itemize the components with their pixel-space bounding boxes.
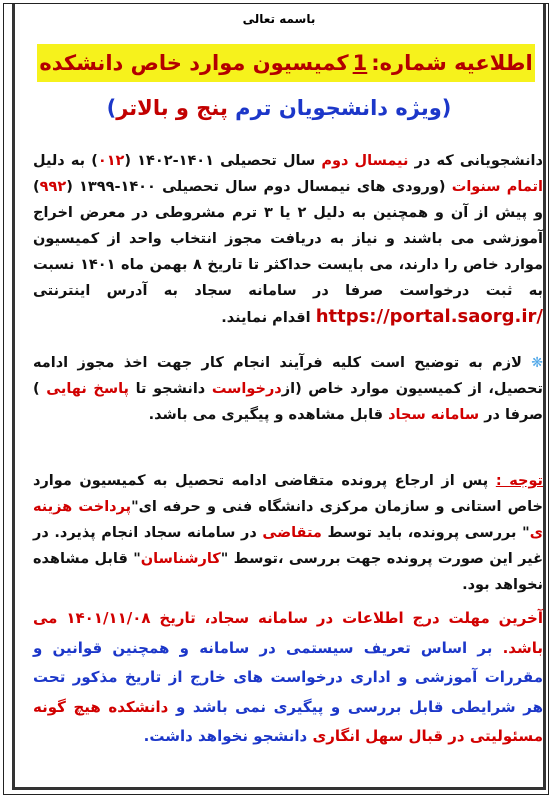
p1-text-3: ) به دلیل <box>33 153 98 169</box>
p1-code-012: ۰۱۲ <box>97 153 125 169</box>
p3-applicant: متقاضی <box>262 525 322 541</box>
subtitle-close: ) <box>106 96 117 120</box>
document-frame <box>3 3 549 795</box>
bismillah-heading: باسمه تعالی <box>242 12 316 26</box>
p4-responsibility: دانشکده هیچ گونه مسئولیتی در قبال سهل انگاری <box>33 697 543 745</box>
announcement-subtitle <box>15 96 543 120</box>
p2-final-answer: پاسخ نهایی <box>46 381 129 397</box>
p4-deadline: آخرین مهلت درج اطلاعات در سامانه سجاد، تاریخ ۱۴۰۱/۱۱/۰۸ می باشد. <box>33 609 544 657</box>
p3-text-1: پس از ارجاع پرونده متقاضی ادامه تحصیل به کمیسیون موارد خاص استانی و سازمان مرکزی دانشگاه فنی و حرفه ای" <box>33 473 543 515</box>
p1-code-992: ۹۹۲ <box>39 179 67 195</box>
title-prefix: اطلاعیه شماره: <box>371 51 533 75</box>
p1-text-1: دانشجویانی که در <box>414 153 543 169</box>
paragraph-registration <box>33 148 543 331</box>
document-border <box>12 4 546 790</box>
paragraph-note <box>33 468 543 598</box>
subtitle-highlight: پنج و بالاتر <box>116 96 228 120</box>
p3-text-2: " بررسی پرونده، باید توسط <box>327 525 530 541</box>
p2-text-3: ) صرفا در <box>33 381 543 423</box>
p2-text-1: لازم به توضیح است کلیه فرآیند انجام کار جهت اخذ مجوز ادامه تحصیل، از کمیسیون موارد خاص (از <box>33 355 543 397</box>
p3-payment: پرداخت هزینه ی <box>33 499 543 541</box>
star-bullet-icon: ❋ <box>531 355 543 371</box>
p1-text-4: (ورودی های نیمسال دوم سال تحصیلی ۱۴۰۰-۱۳۹۹ ( <box>66 179 446 195</box>
p2-sajad-system: سامانه سجاد <box>388 407 480 423</box>
p2-text-2: دانشجو تا <box>135 381 206 397</box>
paragraph-deadline <box>33 604 543 752</box>
title-suffix: کمیسیون موارد خاص دانشکده <box>39 51 349 75</box>
p4-text-2: دانشجو نخواهد داشت. <box>143 727 308 745</box>
p1-semester: نیمسال دوم <box>321 153 409 169</box>
p3-text-4: " قابل مشاهده نخواهد بود. <box>33 551 543 593</box>
paragraph-process <box>33 350 543 428</box>
p3-experts: کارشناسان <box>140 551 221 567</box>
subtitle-open: (ویژه دانشجویان ترم <box>235 96 452 120</box>
p1-text-2: سال تحصیلی ۱۴۰۱-۱۴۰۲ ( <box>124 153 316 169</box>
p3-text-3: در سامانه سجاد انجام پذیرد. در غیر این صورت پرونده جهت بررسی ،توسط " <box>33 525 543 567</box>
p2-text-4: قابل مشاهده و پیگیری می باشد. <box>148 407 384 423</box>
p1-end-of-terms: اتمام سنوات <box>451 179 543 195</box>
announcement-title <box>37 44 535 82</box>
note-label: توجه : <box>495 473 543 489</box>
portal-link[interactable]: https://portal.saorg.ir/ <box>315 306 543 327</box>
p1-text-6: اقدام نمایند. <box>221 310 311 326</box>
title-number: 1 <box>352 51 368 75</box>
p1-text-5: ) و پیش از آن و همچنین به دلیل ۲ یا ۳ ترم مشروطی در معرض اخراج آموزشی می باشند و نیاز به دریافت مجوز انتخاب واحد از کمیسیون موارد خاص را دارند، می بایست حداکثر تا تاریخ ۸ بهمن ماه ۱۴۰۱ نسبت به ثبت درخواست صرفا در سامانه سجاد به آدرس اینترنتی <box>33 179 544 299</box>
p2-request: درخواست <box>211 381 282 397</box>
p4-text-1: بر اساس تعریف سیستمی در سامانه و همچنین قوانین و مقررات آموزشی و اداری درخواست های خارج از تاریخ مذکور تحت هر شرایطی قابل بررسی و پیگیری نمی باشد و <box>33 638 543 716</box>
